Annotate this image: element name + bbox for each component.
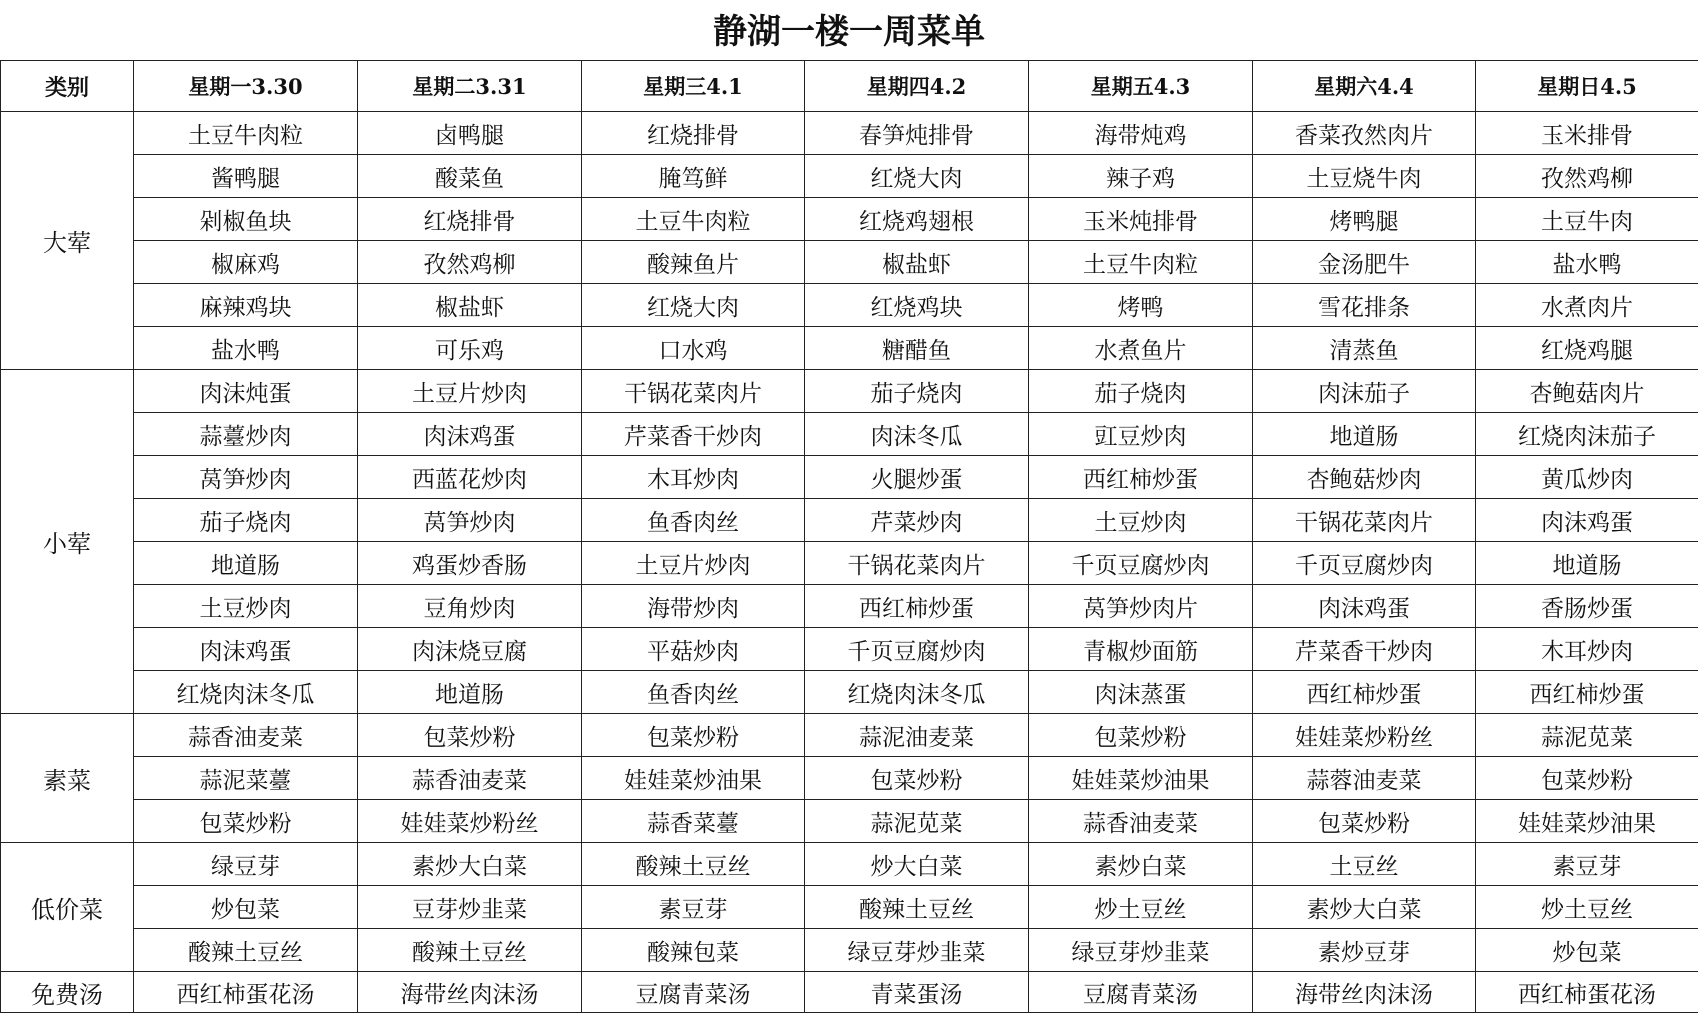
dish-cell: 地道肠 xyxy=(358,671,582,714)
table-row xyxy=(1,241,1698,284)
dish-cell: 红烧肉沫冬瓜 xyxy=(134,671,358,714)
dish-cell: 娃娃菜炒油果 xyxy=(1029,757,1253,800)
dish-cell: 青菜蛋汤 xyxy=(805,972,1029,1013)
dish-cell: 辣子鸡 xyxy=(1029,155,1253,198)
category-header: 类别 xyxy=(1,61,134,112)
dish-cell: 椒盐虾 xyxy=(358,284,582,327)
dish-cell: 酸辣土豆丝 xyxy=(805,886,1029,929)
dish-cell: 地道肠 xyxy=(1476,542,1698,585)
dish-cell: 红烧鸡腿 xyxy=(1476,327,1698,370)
table-row xyxy=(1,198,1698,241)
dish-cell: 酸辣鱼片 xyxy=(582,241,805,284)
dish-cell: 西红柿蛋花汤 xyxy=(1476,972,1698,1013)
dish-cell: 包菜炒粉 xyxy=(582,714,805,757)
dish-cell: 肉沫鸡蛋 xyxy=(358,413,582,456)
page-title: 静湖一楼一周菜单 xyxy=(713,12,985,52)
table-row xyxy=(1,456,1698,499)
dish-cell: 肉沫烧豆腐 xyxy=(358,628,582,671)
dish-cell: 烤鸭腿 xyxy=(1253,198,1476,241)
table-row xyxy=(1,499,1698,542)
table-row xyxy=(1,370,1698,413)
dish-cell: 盐水鸭 xyxy=(134,327,358,370)
dish-cell: 剁椒鱼块 xyxy=(134,198,358,241)
dish-cell: 口水鸡 xyxy=(582,327,805,370)
weekly-menu-table xyxy=(0,60,1698,1013)
dish-cell: 海带炖鸡 xyxy=(1029,112,1253,155)
dish-cell: 红烧肉沫茄子 xyxy=(1476,413,1698,456)
dish-cell: 豆腐青菜汤 xyxy=(1029,972,1253,1013)
dish-cell: 绿豆芽炒韭菜 xyxy=(1029,929,1253,972)
dish-cell: 肉沫茄子 xyxy=(1253,370,1476,413)
dish-cell: 红烧鸡翅根 xyxy=(805,198,1029,241)
dish-cell: 肉沫鸡蛋 xyxy=(1253,585,1476,628)
table-row xyxy=(1,757,1698,800)
table-row xyxy=(1,800,1698,843)
dish-cell: 炒土豆丝 xyxy=(1476,886,1698,929)
dish-cell: 烤鸭 xyxy=(1029,284,1253,327)
day-header-mon: 星期一3.30 xyxy=(134,61,358,112)
dish-cell: 西红柿炒蛋 xyxy=(805,585,1029,628)
dish-cell: 豇豆炒肉 xyxy=(1029,413,1253,456)
dish-cell: 包菜炒粉 xyxy=(1476,757,1698,800)
table-row xyxy=(1,327,1698,370)
dish-cell: 蒜香菜薹 xyxy=(582,800,805,843)
dish-cell: 包菜炒粉 xyxy=(134,800,358,843)
dish-cell: 蒜香油麦菜 xyxy=(1029,800,1253,843)
table-row xyxy=(1,628,1698,671)
dish-cell: 炒大白菜 xyxy=(805,843,1029,886)
dish-cell: 火腿炒蛋 xyxy=(805,456,1029,499)
dish-cell: 包菜炒粉 xyxy=(1029,714,1253,757)
dish-cell: 玉米排骨 xyxy=(1476,112,1698,155)
dish-cell: 红烧大肉 xyxy=(582,284,805,327)
day-header-thu: 星期四4.2 xyxy=(805,61,1029,112)
dish-cell: 香肠炒蛋 xyxy=(1476,585,1698,628)
dish-cell: 西红柿炒蛋 xyxy=(1253,671,1476,714)
dish-cell: 肉沫鸡蛋 xyxy=(134,628,358,671)
dish-cell: 蒜泥油麦菜 xyxy=(805,714,1029,757)
dish-cell: 娃娃菜炒油果 xyxy=(582,757,805,800)
dish-cell: 蒜薹炒肉 xyxy=(134,413,358,456)
dish-cell: 金汤肥牛 xyxy=(1253,241,1476,284)
dish-cell: 杏鲍菇肉片 xyxy=(1476,370,1698,413)
dish-cell: 土豆烧牛肉 xyxy=(1253,155,1476,198)
dish-cell: 雪花排条 xyxy=(1253,284,1476,327)
dish-cell: 茄子烧肉 xyxy=(134,499,358,542)
dish-cell: 西红柿炒蛋 xyxy=(1476,671,1698,714)
dish-cell: 木耳炒肉 xyxy=(1476,628,1698,671)
dish-cell: 莴笋炒肉 xyxy=(134,456,358,499)
dish-cell: 绿豆芽炒韭菜 xyxy=(805,929,1029,972)
dish-cell: 盐水鸭 xyxy=(1476,241,1698,284)
dish-cell: 茄子烧肉 xyxy=(1029,370,1253,413)
dish-cell: 鱼香肉丝 xyxy=(582,671,805,714)
category-cell: 素菜 xyxy=(1,714,134,843)
dish-cell: 土豆牛肉粒 xyxy=(1029,241,1253,284)
table-row xyxy=(1,112,1698,155)
dish-cell: 干锅花菜肉片 xyxy=(582,370,805,413)
dish-cell: 蒜蓉油麦菜 xyxy=(1253,757,1476,800)
dish-cell: 土豆炒肉 xyxy=(134,585,358,628)
dish-cell: 素炒大白菜 xyxy=(1253,886,1476,929)
dish-cell: 蒜泥苋菜 xyxy=(805,800,1029,843)
dish-cell: 椒麻鸡 xyxy=(134,241,358,284)
table-row xyxy=(1,843,1698,886)
dish-cell: 土豆牛肉粒 xyxy=(134,112,358,155)
dish-cell: 茄子烧肉 xyxy=(805,370,1029,413)
dish-cell: 西红柿炒蛋 xyxy=(1029,456,1253,499)
dish-cell: 千页豆腐炒肉 xyxy=(1029,542,1253,585)
category-cell: 小荤 xyxy=(1,370,134,714)
dish-cell: 娃娃菜炒粉丝 xyxy=(1253,714,1476,757)
day-header-fri: 星期五4.3 xyxy=(1029,61,1253,112)
table-row xyxy=(1,714,1698,757)
dish-cell: 娃娃菜炒油果 xyxy=(1476,800,1698,843)
table-row xyxy=(1,542,1698,585)
dish-cell: 孜然鸡柳 xyxy=(1476,155,1698,198)
dish-cell: 炒包菜 xyxy=(134,886,358,929)
dish-cell: 干锅花菜肉片 xyxy=(805,542,1029,585)
dish-cell: 西蓝花炒肉 xyxy=(358,456,582,499)
dish-cell: 糖醋鱼 xyxy=(805,327,1029,370)
dish-cell: 水煮鱼片 xyxy=(1029,327,1253,370)
dish-cell: 海带炒肉 xyxy=(582,585,805,628)
dish-cell: 春笋炖排骨 xyxy=(805,112,1029,155)
dish-cell: 卤鸭腿 xyxy=(358,112,582,155)
dish-cell: 蒜泥菜薹 xyxy=(134,757,358,800)
dish-cell: 地道肠 xyxy=(134,542,358,585)
table-row xyxy=(1,671,1698,714)
table-row xyxy=(1,284,1698,327)
dish-cell: 红烧大肉 xyxy=(805,155,1029,198)
dish-cell: 素炒白菜 xyxy=(1029,843,1253,886)
menu-body xyxy=(1,112,1698,1013)
dish-cell: 平菇炒肉 xyxy=(582,628,805,671)
dish-cell: 绿豆芽 xyxy=(134,843,358,886)
dish-cell: 包菜炒粉 xyxy=(358,714,582,757)
dish-cell: 土豆炒肉 xyxy=(1029,499,1253,542)
dish-cell: 蒜香油麦菜 xyxy=(134,714,358,757)
dish-cell: 包菜炒粉 xyxy=(805,757,1029,800)
dish-cell: 豆腐青菜汤 xyxy=(582,972,805,1013)
dish-cell: 土豆片炒肉 xyxy=(582,542,805,585)
dish-cell: 酸辣土豆丝 xyxy=(582,843,805,886)
dish-cell: 麻辣鸡块 xyxy=(134,284,358,327)
dish-cell: 炒土豆丝 xyxy=(1029,886,1253,929)
dish-cell: 红烧排骨 xyxy=(358,198,582,241)
dish-cell: 素豆芽 xyxy=(582,886,805,929)
dish-cell: 海带丝肉沫汤 xyxy=(358,972,582,1013)
day-header-wed: 星期三4.1 xyxy=(582,61,805,112)
dish-cell: 炒包菜 xyxy=(1476,929,1698,972)
dish-cell: 娃娃菜炒粉丝 xyxy=(358,800,582,843)
dish-cell: 干锅花菜肉片 xyxy=(1253,499,1476,542)
dish-cell: 鱼香肉丝 xyxy=(582,499,805,542)
dish-cell: 玉米炖排骨 xyxy=(1029,198,1253,241)
dish-cell: 酱鸭腿 xyxy=(134,155,358,198)
dish-cell: 芹菜香干炒肉 xyxy=(1253,628,1476,671)
dish-cell: 地道肠 xyxy=(1253,413,1476,456)
table-row xyxy=(1,413,1698,456)
dish-cell: 土豆牛肉粒 xyxy=(582,198,805,241)
dish-cell: 肉沫炖蛋 xyxy=(134,370,358,413)
dish-cell: 酸菜鱼 xyxy=(358,155,582,198)
dish-cell: 莴笋炒肉 xyxy=(358,499,582,542)
dish-cell: 肉沫鸡蛋 xyxy=(1476,499,1698,542)
dish-cell: 红烧肉沫冬瓜 xyxy=(805,671,1029,714)
dish-cell: 素豆芽 xyxy=(1476,843,1698,886)
dish-cell: 水煮肉片 xyxy=(1476,284,1698,327)
dish-cell: 香菜孜然肉片 xyxy=(1253,112,1476,155)
dish-cell: 蒜泥苋菜 xyxy=(1476,714,1698,757)
dish-cell: 青椒炒面筋 xyxy=(1029,628,1253,671)
dish-cell: 酸辣土豆丝 xyxy=(358,929,582,972)
dish-cell: 土豆牛肉 xyxy=(1476,198,1698,241)
dish-cell: 素炒大白菜 xyxy=(358,843,582,886)
dish-cell: 海带丝肉沫汤 xyxy=(1253,972,1476,1013)
dish-cell: 肉沫蒸蛋 xyxy=(1029,671,1253,714)
header-row xyxy=(1,61,1698,112)
category-cell: 低价菜 xyxy=(1,843,134,972)
dish-cell: 莴笋炒肉片 xyxy=(1029,585,1253,628)
dish-cell: 腌笃鲜 xyxy=(582,155,805,198)
day-header-sat: 星期六4.4 xyxy=(1253,61,1476,112)
dish-cell: 素炒豆芽 xyxy=(1253,929,1476,972)
table-row xyxy=(1,155,1698,198)
dish-cell: 千页豆腐炒肉 xyxy=(1253,542,1476,585)
dish-cell: 孜然鸡柳 xyxy=(358,241,582,284)
dish-cell: 芹菜炒肉 xyxy=(805,499,1029,542)
dish-cell: 包菜炒粉 xyxy=(1253,800,1476,843)
table-row xyxy=(1,972,1698,1013)
dish-cell: 黄瓜炒肉 xyxy=(1476,456,1698,499)
dish-cell: 酸辣土豆丝 xyxy=(134,929,358,972)
dish-cell: 酸辣包菜 xyxy=(582,929,805,972)
table-row xyxy=(1,886,1698,929)
dish-cell: 土豆丝 xyxy=(1253,843,1476,886)
dish-cell: 杏鲍菇炒肉 xyxy=(1253,456,1476,499)
dish-cell: 蒜香油麦菜 xyxy=(358,757,582,800)
category-cell: 免费汤 xyxy=(1,972,134,1013)
category-cell: 大荤 xyxy=(1,112,134,370)
dish-cell: 芹菜香干炒肉 xyxy=(582,413,805,456)
dish-cell: 豆角炒肉 xyxy=(358,585,582,628)
dish-cell: 可乐鸡 xyxy=(358,327,582,370)
dish-cell: 土豆片炒肉 xyxy=(358,370,582,413)
day-header-sun: 星期日4.5 xyxy=(1476,61,1698,112)
dish-cell: 豆芽炒韭菜 xyxy=(358,886,582,929)
dish-cell: 清蒸鱼 xyxy=(1253,327,1476,370)
dish-cell: 肉沫冬瓜 xyxy=(805,413,1029,456)
dish-cell: 木耳炒肉 xyxy=(582,456,805,499)
dish-cell: 西红柿蛋花汤 xyxy=(134,972,358,1013)
dish-cell: 红烧鸡块 xyxy=(805,284,1029,327)
dish-cell: 千页豆腐炒肉 xyxy=(805,628,1029,671)
dish-cell: 鸡蛋炒香肠 xyxy=(358,542,582,585)
dish-cell: 红烧排骨 xyxy=(582,112,805,155)
table-row xyxy=(1,929,1698,972)
dish-cell: 椒盐虾 xyxy=(805,241,1029,284)
day-header-tue: 星期二3.31 xyxy=(358,61,582,112)
table-row xyxy=(1,585,1698,628)
